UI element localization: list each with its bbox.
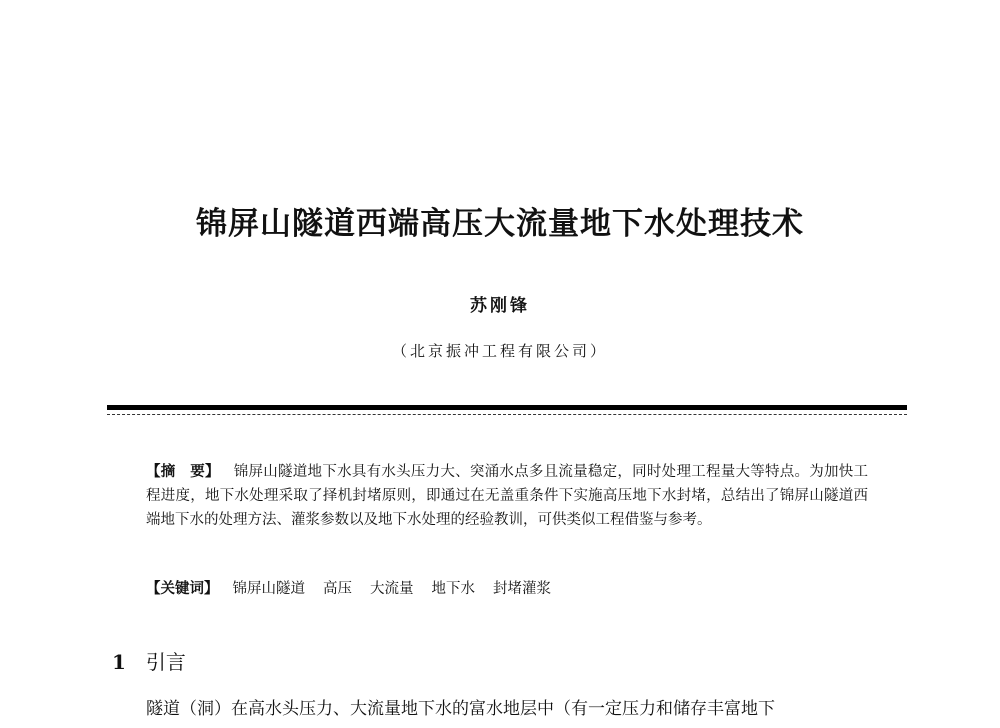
keyword-item: 大流量 [370,581,414,597]
abstract-text: 锦屏山隧道地下水具有水头压力大、突涌水点多且流量稳定，同时处理工程量大等特点。为加快工程进度，地下水处理采取了择机封堵原则，即通过在无盖重条件下实施高压地下水封堵，总结出了锦屏山隧道西端地下水的处理方法、灌浆参数以及地下水处理的经验教训，可供类似工程借鉴与参考。 [146,464,869,528]
section-title: 引言 [145,650,186,674]
abstract-block [146,460,868,532]
body-paragraph: 隧道（洞）在高水头压力、大流量地下水的富水地层中（有一定压力和储存丰富地下 [146,699,775,719]
section-heading [112,648,186,676]
keyword-item: 锦屏山隧道 [232,581,305,597]
keyword-item: 高压 [323,581,352,597]
section-number: 1 [112,650,126,674]
keywords-block [146,577,868,601]
header-rule-thick [107,405,907,410]
author-name: 苏刚锋 [470,296,530,316]
keyword-item: 地下水 [431,581,475,597]
paper-title: 锦屏山隧道西端高压大流量地下水处理技术 [196,206,804,242]
abstract-label: 【摘 要】 [146,464,220,480]
keywords-label: 【关键词】 [146,581,219,597]
header-rule-thin [107,414,907,415]
keyword-item: 封堵灌浆 [493,581,551,597]
author-affiliation: （北京振冲工程有限公司） [391,342,608,360]
